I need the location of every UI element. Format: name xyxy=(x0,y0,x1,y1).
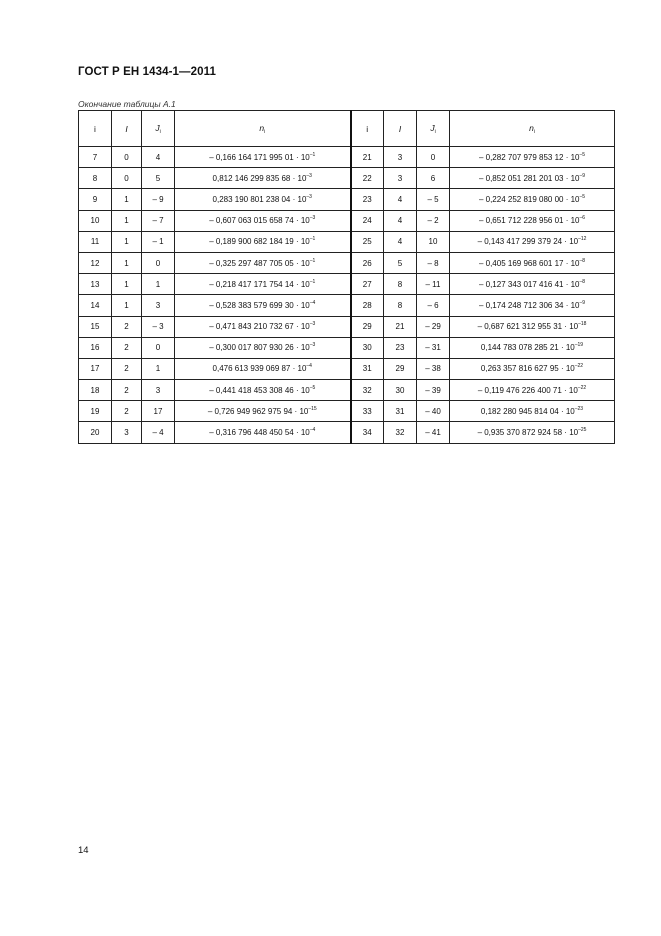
column-header-subscript: i xyxy=(434,128,436,135)
cell-n-right xyxy=(450,231,615,252)
cell-i-right: 29 xyxy=(351,316,384,337)
cell-n-left xyxy=(175,189,351,210)
cell-i-right: 8 xyxy=(384,274,417,295)
cell-n-right xyxy=(450,147,615,168)
cell-j-right: – 41 xyxy=(417,422,450,443)
cell-j-right: – 11 xyxy=(417,274,450,295)
coefficient-exponent: –9 xyxy=(579,299,586,306)
cell-n-left xyxy=(175,422,351,443)
cell-j-right: – 2 xyxy=(417,210,450,231)
cell-i-right: 31 xyxy=(351,358,384,379)
cell-j-left: – 1 xyxy=(142,231,175,252)
coefficient-exponent: –8 xyxy=(579,278,586,285)
table-row xyxy=(79,295,615,316)
column-header xyxy=(79,111,112,147)
cell-i-left: 19 xyxy=(79,401,112,422)
cell-j-right: – 38 xyxy=(417,358,450,379)
cell-j-right: – 29 xyxy=(417,316,450,337)
coefficient-mantissa: – 0,316 796 448 450 54 · 10 xyxy=(209,428,310,438)
cell-i-left: 9 xyxy=(79,189,112,210)
cell-i-left: 15 xyxy=(79,316,112,337)
table-row xyxy=(79,210,615,231)
table-row xyxy=(79,316,615,337)
column-header xyxy=(450,111,615,147)
cell-i-left: 1 xyxy=(112,252,142,273)
cell-n-right xyxy=(450,274,615,295)
cell-j-left: 0 xyxy=(142,252,175,273)
cell-n-right xyxy=(450,252,615,273)
coefficient-mantissa: 0,182 280 945 814 04 · 10 xyxy=(480,406,575,416)
coefficient-exponent: –22 xyxy=(574,363,584,370)
coefficient-mantissa: 0,263 357 816 627 95 · 10 xyxy=(480,364,575,374)
column-header-subscript: i xyxy=(159,128,161,135)
cell-i-right: 32 xyxy=(351,380,384,401)
coefficient-exponent: –1 xyxy=(309,236,316,243)
coefficient-exponent: –3 xyxy=(306,193,312,200)
coefficient-mantissa: – 0,852 051 281 201 03 · 10 xyxy=(478,173,580,183)
coefficient-exponent: –6 xyxy=(579,215,586,222)
coefficient-mantissa: – 0,143 417 299 379 24 · 10 xyxy=(477,237,579,247)
cell-i-left: 3 xyxy=(112,422,142,443)
cell-n-left xyxy=(175,401,351,422)
cell-i-left: 0 xyxy=(112,147,142,168)
table-row xyxy=(79,168,615,189)
coefficient-mantissa: – 0,282 707 979 853 12 · 10 xyxy=(478,152,580,162)
cell-i-left: 11 xyxy=(79,231,112,252)
cell-i-left: 1 xyxy=(112,189,142,210)
cell-i-right: 30 xyxy=(384,380,417,401)
cell-i-left: 16 xyxy=(79,337,112,358)
coefficient-exponent: –3 xyxy=(309,321,316,328)
cell-n-right xyxy=(450,422,615,443)
cell-j-left: 4 xyxy=(142,147,175,168)
table-row xyxy=(79,358,615,379)
table-row xyxy=(79,231,615,252)
coefficient-exponent: –3 xyxy=(306,172,312,179)
coefficient-mantissa: – 0,127 343 017 416 41 · 10 xyxy=(478,279,580,289)
table-row xyxy=(79,189,615,210)
cell-j-right: – 8 xyxy=(417,252,450,273)
coefficient-mantissa: 0,812 146 299 835 68 · 10 xyxy=(212,173,307,183)
coefficient-mantissa: – 0,651 712 228 956 01 · 10 xyxy=(478,216,580,226)
coefficient-exponent: –5 xyxy=(309,384,316,391)
cell-j-right: – 40 xyxy=(417,401,450,422)
cell-n-right xyxy=(450,401,615,422)
coefficient-exponent: –15 xyxy=(308,405,317,412)
cell-j-right: 6 xyxy=(417,168,450,189)
cell-n-left xyxy=(175,147,351,168)
cell-j-left: – 7 xyxy=(142,210,175,231)
coefficient-mantissa: – 0,528 383 579 699 30 · 10 xyxy=(209,300,310,310)
cell-j-right: – 39 xyxy=(417,380,450,401)
cell-i-left: 0 xyxy=(112,168,142,189)
column-header-symbol: I xyxy=(125,123,128,134)
coefficient-exponent: –9 xyxy=(579,172,586,179)
cell-i-right: 3 xyxy=(384,168,417,189)
cell-i-left: 2 xyxy=(112,358,142,379)
coefficient-exponent: –25 xyxy=(578,427,587,434)
cell-i-right: 23 xyxy=(351,189,384,210)
cell-n-right xyxy=(450,210,615,231)
cell-i-left: 1 xyxy=(112,295,142,316)
cell-n-left xyxy=(175,295,351,316)
cell-i-right: 5 xyxy=(384,252,417,273)
cell-i-right: 22 xyxy=(351,168,384,189)
column-header-subscript: i xyxy=(533,128,535,135)
cell-i-right: 3 xyxy=(384,147,417,168)
cell-n-right xyxy=(450,168,615,189)
cell-i-right: 31 xyxy=(384,401,417,422)
cell-n-left xyxy=(175,168,351,189)
cell-n-left xyxy=(175,380,351,401)
table-row xyxy=(79,147,615,168)
cell-i-left: 1 xyxy=(112,231,142,252)
cell-i-left: 10 xyxy=(79,210,112,231)
cell-j-right: – 31 xyxy=(417,337,450,358)
cell-n-right xyxy=(450,189,615,210)
coefficient-mantissa: 0,476 613 939 069 87 · 10 xyxy=(212,364,307,374)
coefficient-mantissa: – 0,726 949 962 975 94 · 10 xyxy=(207,406,309,416)
table-row xyxy=(79,422,615,443)
cell-i-right: 21 xyxy=(351,147,384,168)
cell-j-left: 5 xyxy=(142,168,175,189)
table-row xyxy=(79,274,615,295)
coefficient-mantissa: – 0,166 164 171 995 01 · 10 xyxy=(209,152,310,162)
cell-i-right: 4 xyxy=(384,189,417,210)
cell-i-right: 23 xyxy=(384,337,417,358)
cell-i-right: 27 xyxy=(351,274,384,295)
coefficient-mantissa: – 0,607 063 015 658 74 · 10 xyxy=(209,216,310,226)
coefficient-mantissa: – 0,174 248 712 306 34 · 10 xyxy=(478,300,580,310)
cell-i-left: 12 xyxy=(79,252,112,273)
cell-j-right: – 5 xyxy=(417,189,450,210)
table-row xyxy=(79,252,615,273)
cell-n-right xyxy=(450,316,615,337)
coefficient-mantissa: – 0,325 297 487 705 05 · 10 xyxy=(209,258,310,268)
cell-j-left: – 3 xyxy=(142,316,175,337)
table-caption: Окончание таблицы А.1 xyxy=(78,99,176,109)
table-body xyxy=(79,147,615,444)
table-row xyxy=(79,337,615,358)
cell-n-right xyxy=(450,358,615,379)
cell-n-left xyxy=(175,316,351,337)
cell-i-right: 29 xyxy=(384,358,417,379)
cell-i-left: 18 xyxy=(79,380,112,401)
coefficient-mantissa: – 0,300 017 807 930 26 · 10 xyxy=(209,343,310,353)
coefficient-mantissa: 0,283 190 801 238 04 · 10 xyxy=(212,194,307,204)
cell-i-right: 4 xyxy=(384,231,417,252)
table-header-row xyxy=(79,111,615,147)
cell-j-left: – 4 xyxy=(142,422,175,443)
document-title: ГОСТ Р ЕН 1434-1—2011 xyxy=(78,66,216,78)
coefficient-exponent: –5 xyxy=(579,193,586,200)
coefficient-mantissa: – 0,224 252 819 080 00 · 10 xyxy=(478,194,580,204)
column-header xyxy=(351,111,384,147)
cell-n-left xyxy=(175,210,351,231)
cell-i-left: 1 xyxy=(112,210,142,231)
coefficient-exponent: –4 xyxy=(306,363,312,370)
cell-i-left: 2 xyxy=(112,401,142,422)
cell-i-left: 17 xyxy=(79,358,112,379)
column-header xyxy=(142,111,175,147)
cell-i-right: 8 xyxy=(384,295,417,316)
coefficient-mantissa: 0,144 783 078 285 21 · 10 xyxy=(480,343,575,353)
cell-j-left: 3 xyxy=(142,295,175,316)
coefficient-exponent: –8 xyxy=(579,257,586,264)
column-header-symbol: J xyxy=(430,122,435,133)
cell-n-right xyxy=(450,295,615,316)
cell-j-right: 0 xyxy=(417,147,450,168)
cell-i-right: 26 xyxy=(351,252,384,273)
coefficient-exponent: –1 xyxy=(309,151,316,158)
cell-i-right: 24 xyxy=(351,210,384,231)
column-header xyxy=(417,111,450,147)
coefficient-mantissa: – 0,119 476 226 400 71 · 10 xyxy=(477,385,578,395)
cell-i-right: 30 xyxy=(351,337,384,358)
coefficient-exponent: –12 xyxy=(578,236,587,243)
table-row xyxy=(79,401,615,422)
cell-i-left: 1 xyxy=(112,274,142,295)
cell-i-left: 20 xyxy=(79,422,112,443)
cell-i-left: 13 xyxy=(79,274,112,295)
coefficient-exponent: –18 xyxy=(578,321,587,328)
coefficient-mantissa: – 0,687 621 312 955 31 · 10 xyxy=(477,322,579,332)
page-number: 14 xyxy=(78,845,89,856)
column-header-symbol: J xyxy=(155,122,160,133)
cell-j-right: – 6 xyxy=(417,295,450,316)
coefficient-mantissa: – 0,189 900 682 184 19 · 10 xyxy=(209,237,310,247)
coefficient-exponent: –4 xyxy=(309,427,316,434)
cell-i-left: 2 xyxy=(112,316,142,337)
cell-n-left xyxy=(175,337,351,358)
cell-j-left: 1 xyxy=(142,274,175,295)
cell-n-right xyxy=(450,380,615,401)
coefficient-exponent: –19 xyxy=(574,342,584,349)
cell-n-right xyxy=(450,337,615,358)
coefficient-exponent: –3 xyxy=(309,215,316,222)
coefficient-exponent: –5 xyxy=(579,151,586,158)
cell-j-left: 17 xyxy=(142,401,175,422)
cell-i-left: 7 xyxy=(79,147,112,168)
coefficients-table xyxy=(78,110,615,444)
column-header-symbol: i xyxy=(94,123,96,134)
cell-i-right: 34 xyxy=(351,422,384,443)
coefficient-exponent: –1 xyxy=(309,278,316,285)
coefficient-exponent: –1 xyxy=(309,257,316,264)
coefficient-exponent: –4 xyxy=(309,299,316,306)
cell-i-right: 25 xyxy=(351,231,384,252)
column-header xyxy=(112,111,142,147)
cell-n-left xyxy=(175,231,351,252)
cell-i-left: 2 xyxy=(112,337,142,358)
column-header-symbol: n xyxy=(529,122,534,133)
coefficient-mantissa: – 0,405 169 968 601 17 · 10 xyxy=(478,258,580,268)
column-header xyxy=(175,111,351,147)
coefficient-mantissa: – 0,935 370 872 924 58 · 10 xyxy=(477,428,579,438)
coefficient-exponent: –3 xyxy=(309,342,316,349)
cell-i-right: 28 xyxy=(351,295,384,316)
cell-j-left: 1 xyxy=(142,358,175,379)
coefficient-mantissa: – 0,471 843 210 732 67 · 10 xyxy=(209,322,310,332)
cell-i-right: 32 xyxy=(384,422,417,443)
coefficient-exponent: –22 xyxy=(577,384,587,391)
cell-j-right: 10 xyxy=(417,231,450,252)
column-header-symbol: i xyxy=(366,123,369,134)
cell-n-left xyxy=(175,358,351,379)
cell-j-left: 3 xyxy=(142,380,175,401)
cell-i-right: 33 xyxy=(351,401,384,422)
cell-i-left: 8 xyxy=(79,168,112,189)
cell-i-right: 21 xyxy=(384,316,417,337)
cell-i-right: 4 xyxy=(384,210,417,231)
column-header-symbol: I xyxy=(398,123,402,134)
table-row xyxy=(79,380,615,401)
cell-i-left: 14 xyxy=(79,295,112,316)
cell-i-left: 2 xyxy=(112,380,142,401)
coefficient-mantissa: – 0,218 417 171 754 14 · 10 xyxy=(209,279,310,289)
column-header xyxy=(384,111,417,147)
cell-n-left xyxy=(175,252,351,273)
cell-n-left xyxy=(175,274,351,295)
column-header-subscript: i xyxy=(264,128,266,135)
coefficient-mantissa: – 0,441 418 453 308 46 · 10 xyxy=(209,385,310,395)
cell-j-left: 0 xyxy=(142,337,175,358)
column-header-symbol: n xyxy=(259,122,265,133)
cell-j-left: – 9 xyxy=(142,189,175,210)
coefficient-exponent: –23 xyxy=(574,405,584,412)
